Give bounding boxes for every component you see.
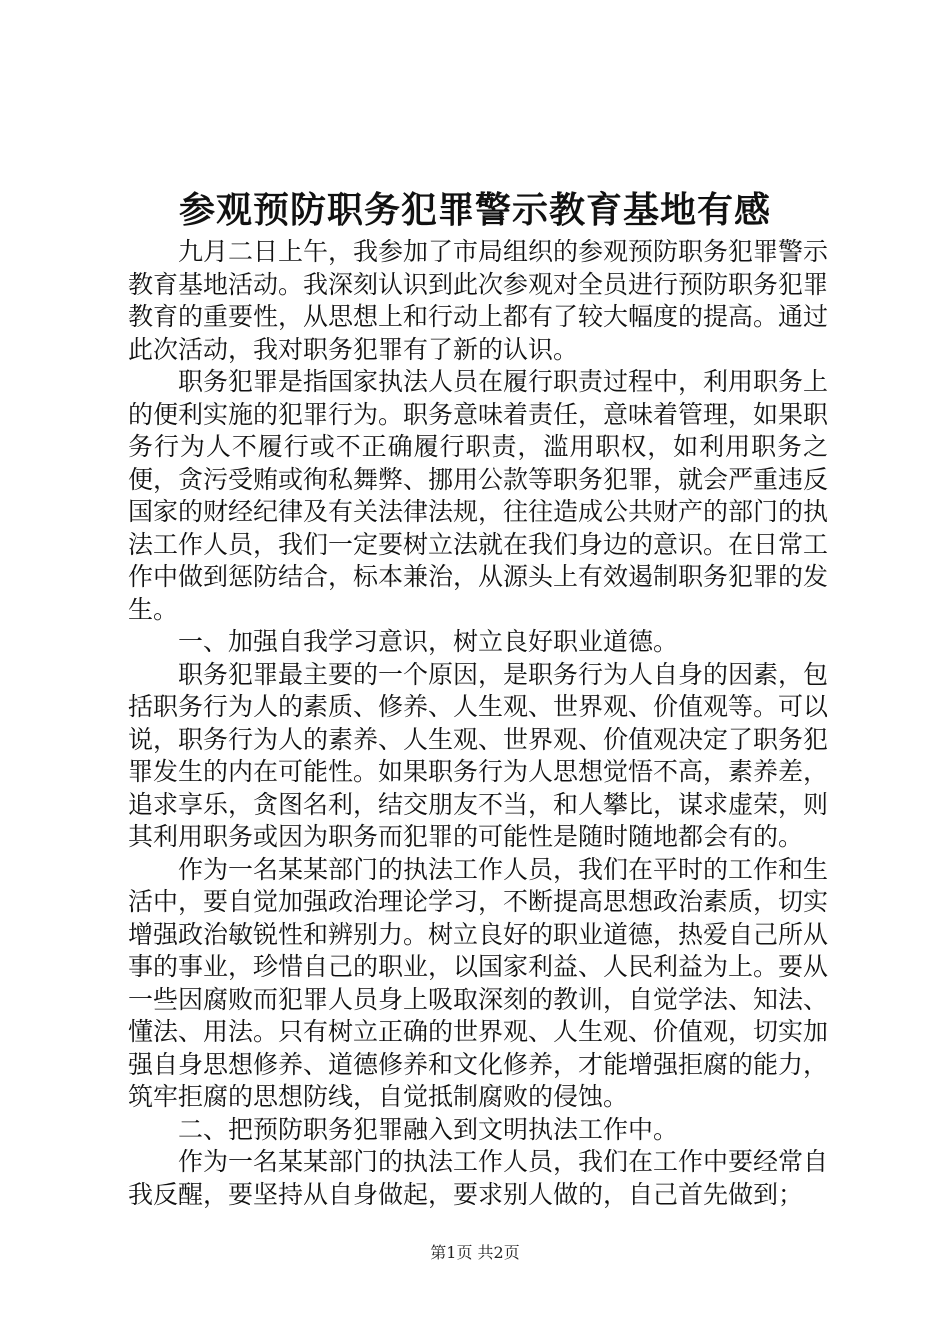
section-heading-1: 一、加强自我学习意识，树立良好职业道德。 [178, 627, 679, 656]
document-title: 参观预防职务犯罪警示教育基地有感 [178, 189, 771, 231]
paragraph-civil-enforcement: 作为一名某某部门的执法工作人员，我们在工作中要经常自我反醒，要坚持从自身做起，要求别人做的，自己首先做到； [128, 1147, 829, 1209]
section-heading-2: 二、把预防职务犯罪融入到文明执法工作中。 [178, 1114, 679, 1144]
paragraph-causes: 职务犯罪最主要的一个原因，是职务行为人自身的因素，包括职务行为人的素质、修养、人生观、世界观、价值观等。可以说，职务行为人的素养、人生观、世界观、价值观决定了职务犯罪发生的内在可能性。如果职务行为人思想觉悟不高，素养差，追求享乐，贪图名利，结交朋友不当，和人攀比，谋求虚荣，则其利用职务或因为职务而犯罪的可能性是随时随地都会有的。 [128, 659, 829, 851]
paragraph-definition: 职务犯罪是指国家执法人员在履行职责过程中，利用职务上的便利实施的犯罪行为。职务意味着责任，意味着管理，如果职务行为人不履行或不正确履行职责，滥用职权，如利用职务之便，贪污受贿或徇私舞弊、挪用公款等职务犯罪，就会严重违反国家的财经纪律及有关法律法规，往往造成公共财产的部门的执法工作人员，我们一定要树立法就在我们身边的意识。在日常工作中做到惩防结合，标本兼治，从源头上有效遏制职务犯罪的发生。 [128, 367, 829, 624]
paragraph-intro: 九月二日上午，我参加了市局组织的参观预防职务犯罪警示教育基地活动。我深刻认识到此次参观对全员进行预防职务犯罪教育的重要性，从思想上和行动上都有了较大幅度的提高。通过此次活动，我对职务犯罪有了新的认识。 [128, 237, 829, 364]
document-body [128, 236, 828, 1211]
page-number-footer: 第1页 共2页 [430, 1243, 520, 1262]
paragraph-self-study: 作为一名某某部门的执法工作人员，我们在平时的工作和生活中，要自觉加强政治理论学习，不断提高思想政治素质，切实增强政治敏锐性和辨别力。树立良好的职业道德，热爱自己所从事的事业，珍惜自己的职业，以国家利益、人民利益为上。要从一些因腐败而犯罪人员身上吸取深刻的教训，自觉学法、知法、懂法、用法。只有树立正确的世界观、人生观、价值观，切实加强自身思想修养、道德修养和文化修养，才能增强拒腐的能力，筑牢拒腐的思想防线，自觉抵制腐败的侵蚀。 [128, 854, 829, 1111]
